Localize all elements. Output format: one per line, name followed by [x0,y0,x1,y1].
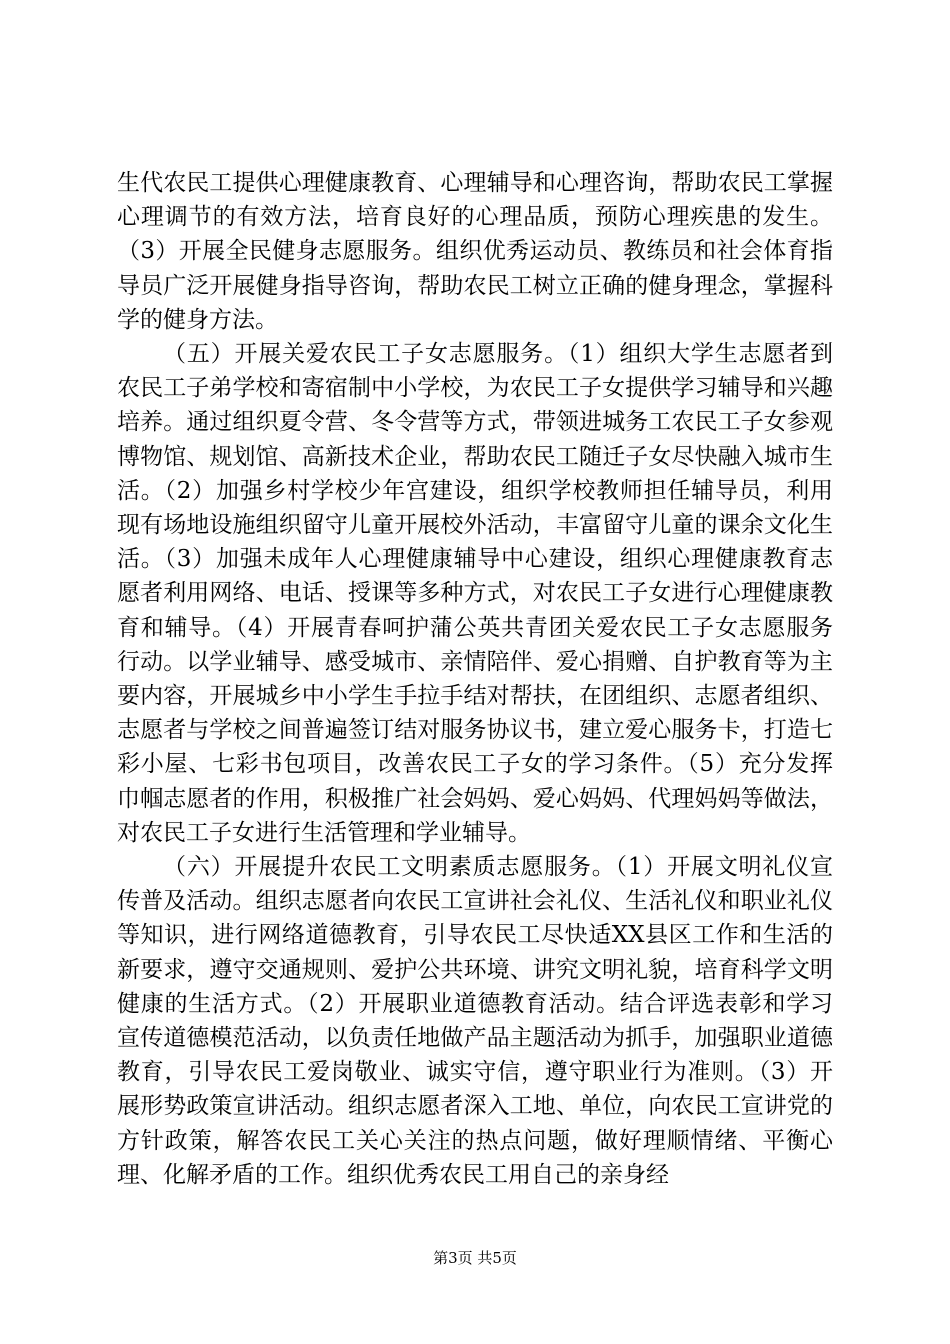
paragraph-1: 生代农民工提供心理健康教育、心理辅导和心理咨询，帮助农民工掌握心理调节的有效方法，培育良好的心理品质，预防心理疾患的发生。（3）开展全民健身志愿服务。组织优秀运动员、教练员和社会体育指导员广泛开展健身指导咨询，帮助农民工树立正确的健身理念，掌握科学的健身方法。 [117,170,833,333]
document-body [117,166,833,1192]
paragraph-2: （五）开展关爱农民工子女志愿服务。（1）组织大学生志愿者到农民工子弟学校和寄宿制中小学校，为农民工子女提供学习辅导和兴趣培养。通过组织夏令营、冬令营等方式，带领进城务工农民工子女参观博物馆、规划馆、高新技术企业，帮助农民工随迁子女尽快融入城市生活。（2）加强乡村学校少年宫建设，组织学校教师担任辅导员，利用现有场地设施组织留守儿童开展校外活动，丰富留守儿童的课余文化生活。（3）加强未成年人心理健康辅导中心建设，组织心理健康教育志愿者利用网络、电话、授课等多种方式，对农民工子女进行心理健康教育和辅导。（4）开展青春呵护蒲公英共青团关爱农民工子女志愿服务行动。以学业辅导、感受城市、亲情陪伴、爱心捐赠、自护教育等为主要内容，开展城乡中小学生手拉手结对帮扶，在团组织、志愿者组织、志愿者与学校之间普遍签订结对服务协议书，建立爱心服务卡，打造七彩小屋、七彩书包项目，改善农民工子女的学习条件。（5）充分发挥巾帼志愿者的作用，积极推广社会妈妈、爱心妈妈、代理妈妈等做法，对农民工子女进行生活管理和学业辅导。 [117,341,833,846]
page-number-footer: 第3页 共5页 [433,1249,517,1267]
paragraph-3: （六）开展提升农民工文明素质志愿服务。（1）开展文明礼仪宣传普及活动。组织志愿者向农民工宣讲社会礼仪、生活礼仪和职业礼仪等知识，进行网络道德教育，引导农民工尽快适XX县区工作和生活的新要求，遵守交通规则、爱护公共环境、讲究文明礼貌，培育科学文明健康的生活方式。（2）开展职业道德教育活动。结合评选表彰和学习宣传道德模范活动，以负责任地做产品主题活动为抓手，加强职业道德教育，引导农民工爱岗敬业、诚实守信，遵守职业行为准则。（3）开展形势政策宣讲活动。组织志愿者深入工地、单位，向农民工宣讲党的方针政策，解答农民工关心关注的热点问题，做好理顺情绪、平衡心理、化解矛盾的工作。组织优秀农民工用自己的亲身经 [117,854,833,1188]
